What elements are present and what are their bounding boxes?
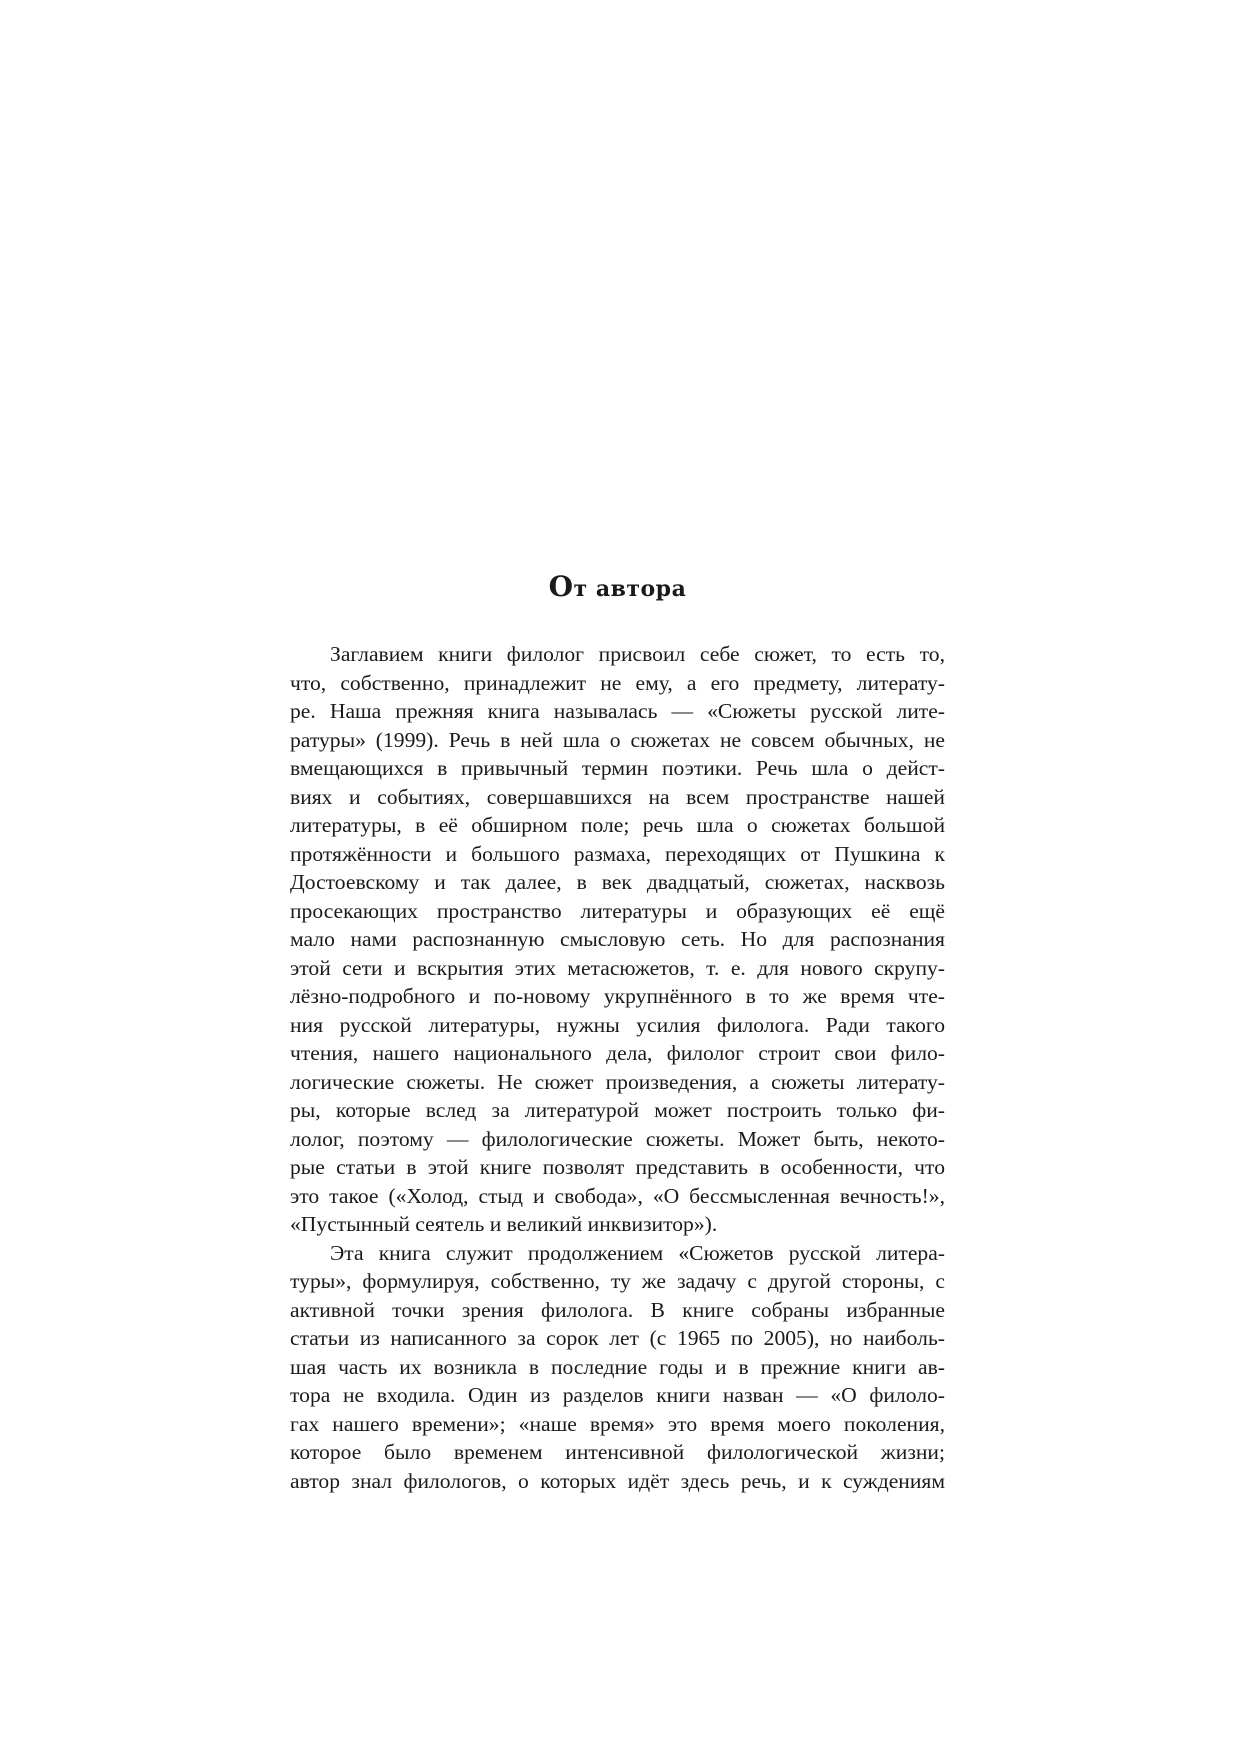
text-line: литературы, в её обширном поле; речь шла о сюжетах большой: [290, 813, 945, 837]
text-line: лолог, поэтому — филологические сюжеты. Может быть, некото-: [290, 1126, 945, 1151]
text-line: протяжённости и большого размаха, переходящих от Пушкина к: [290, 841, 945, 866]
text-line: автор знал филологов, о которых идёт здесь речь, и к суждениям: [290, 1468, 945, 1493]
text-line: шая часть их возникла в последние годы и в прежние книги ав-: [290, 1354, 945, 1379]
text-line: гах нашего времени»; «наше время» это время моего поколения,: [290, 1411, 945, 1436]
text-line: активной точки зрения филолога. В книге собраны избранные: [290, 1297, 945, 1322]
title-rest: т автора: [573, 576, 687, 602]
page-title: [290, 570, 945, 603]
text-line: ния русской литературы, нужны усилия филолога. Ради такого: [290, 1012, 945, 1037]
text-line: лёзно-подробного и по-новому укрупнённого в то же время чте-: [290, 984, 945, 1008]
text-line: просекающих пространство литературы и образующих её ещё: [290, 898, 945, 923]
text-line: тора не входила. Один из разделов книги назван — «О филоло-: [290, 1383, 945, 1407]
text-line: ре. Наша прежняя книга называлась — «Сюжеты русской лите-: [290, 699, 945, 723]
text-line: туры», формулируя, собственно, ту же задачу с другой стороны, с: [290, 1269, 945, 1293]
text-line: рые статьи в этой книге позволят представить в особенности, что: [290, 1155, 945, 1179]
title-initial: О: [548, 570, 574, 603]
text-line: логические сюжеты. Не сюжет произведения, а сюжеты литерату-: [290, 1069, 945, 1094]
text-line: чтения, нашего национального дела, филолог строит свои фило-: [290, 1041, 945, 1065]
text-line: Эта книга служит продолжением «Сюжетов русской литера-: [330, 1240, 945, 1265]
text-line: «Пустынный сеятель и великий инквизитор»).: [290, 1212, 718, 1236]
text-line: это такое («Холод, стыд и свобода», «О бессмысленная вечность!»,: [290, 1183, 945, 1208]
text-line: виях и событиях, совершавшихся на всем пространстве нашей: [290, 784, 945, 809]
text-line: вмещающихся в привычный термин поэтики. Речь шла о дейст-: [290, 756, 945, 780]
text-line: Заглавием книги филолог присвоил себе сюжет, то есть то,: [330, 642, 945, 666]
text-line: что, собственно, принадлежит не ему, а его предмету, литерату-: [290, 670, 945, 695]
text-line: ры, которые вслед за литературой может построить только фи-: [290, 1098, 945, 1122]
text-line: мало нами распознанную смысловую сеть. Но для распознания: [290, 927, 945, 951]
body-text: [290, 640, 945, 1495]
text-line: которое было временем интенсивной филологической жизни;: [290, 1440, 945, 1464]
text-line: Достоевскому и так далее, в век двадцатый, сюжетах, насквозь: [290, 870, 945, 894]
text-line: статьи из написанного за сорок лет (с 1965 по 2005), но наиболь-: [290, 1326, 945, 1350]
text-line: этой сети и вскрытия этих метасюжетов, т. е. для нового скрупу-: [290, 955, 945, 980]
text-line: ратуры» (1999). Речь в ней шла о сюжетах не совсем обычных, не: [290, 727, 945, 752]
